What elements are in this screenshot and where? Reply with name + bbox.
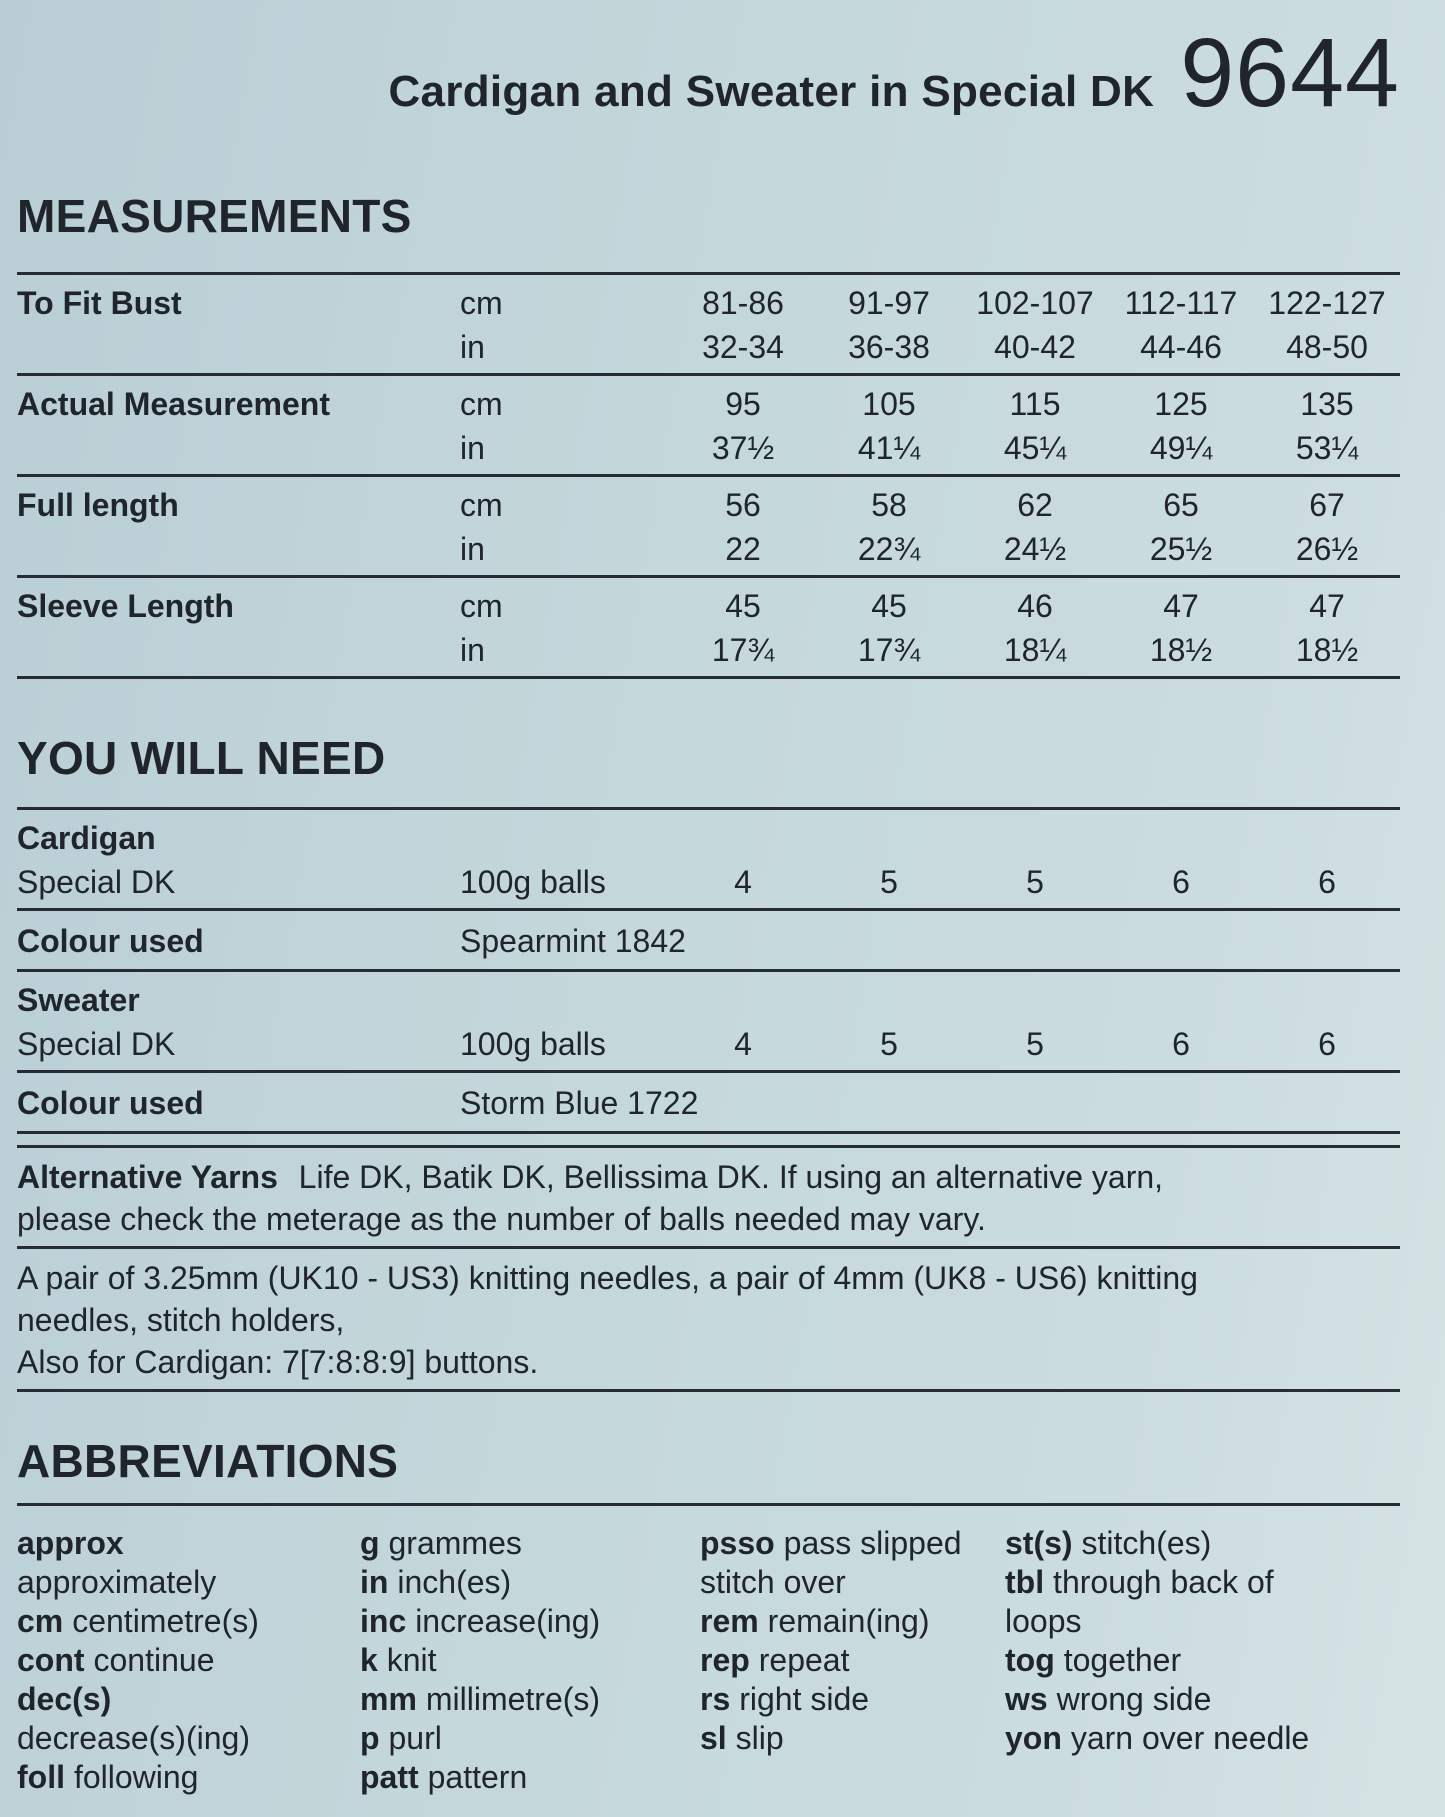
balls-cell: 4 xyxy=(734,1026,752,1063)
measurement-row-sleeve-length xyxy=(17,578,1400,679)
measurement-label: To Fit Bust xyxy=(17,284,182,321)
measurement-label: Actual Measurement xyxy=(17,385,330,422)
abbreviation-entry: tog together xyxy=(1005,1641,1182,1678)
abbreviation-entry: ws wrong side xyxy=(1005,1680,1212,1717)
balls-cell: 6 xyxy=(1172,864,1190,901)
value-cell: 58 xyxy=(871,486,907,523)
alternative-yarns-label: Alternative Yarns xyxy=(17,1159,278,1196)
value-cell: 102-107 xyxy=(976,284,1094,321)
yarn-name: Special DK xyxy=(17,1026,176,1063)
measurements-heading: MEASUREMENTS xyxy=(17,190,412,242)
measurement-label: Sleeve Length xyxy=(17,587,234,624)
measurement-row-to-fit-bust xyxy=(17,275,1400,376)
abbreviation-entry: stitch over xyxy=(700,1563,846,1600)
abbreviation-entry: p purl xyxy=(360,1719,442,1756)
value-cell: 45 xyxy=(871,587,907,624)
unit-cm: cm xyxy=(460,587,503,624)
abbreviation-entry: decrease(s)(ing) xyxy=(17,1719,250,1756)
balls-cell: 4 xyxy=(734,864,752,901)
needles-paragraph xyxy=(17,1249,1400,1392)
colour-used-sweater xyxy=(17,1073,1400,1134)
alternative-yarns-text-line2: please check the meterage as the number of balls needed may vary. xyxy=(17,1201,986,1238)
unit-cm: cm xyxy=(460,385,503,422)
value-cell: 17¾ xyxy=(857,631,921,668)
value-cell: 18¼ xyxy=(1003,631,1067,668)
colour-used-value: Spearmint 1842 xyxy=(460,923,686,960)
rule xyxy=(17,1503,1400,1506)
title-bar xyxy=(17,0,1400,127)
abbreviations-column-1 xyxy=(17,1524,360,1797)
colour-used-value: Storm Blue 1722 xyxy=(460,1085,699,1122)
abbreviation-entry: rep repeat xyxy=(700,1641,850,1678)
yarn-name: Special DK xyxy=(17,864,176,901)
value-cell: 41¼ xyxy=(857,429,921,466)
balls-cell: 5 xyxy=(1026,864,1044,901)
value-cell: 62 xyxy=(1017,486,1053,523)
value-cell: 32-34 xyxy=(702,328,784,365)
alternative-yarns-paragraph xyxy=(17,1148,1400,1249)
value-cell: 18½ xyxy=(1295,631,1359,668)
abbreviation-entry: dec(s) xyxy=(17,1680,112,1717)
garment-name: Sweater xyxy=(17,982,140,1019)
measurement-label: Full length xyxy=(17,486,179,523)
value-cell: 81-86 xyxy=(702,284,784,321)
value-cell: 53¼ xyxy=(1295,429,1359,466)
unit-in: in xyxy=(460,328,485,365)
colour-used-cardigan xyxy=(17,911,1400,972)
value-cell: 47 xyxy=(1163,587,1199,624)
value-cell: 91-97 xyxy=(848,284,930,321)
value-cell: 18½ xyxy=(1149,631,1213,668)
value-cell: 125 xyxy=(1154,385,1208,422)
pattern-number: 9644 xyxy=(1180,18,1400,127)
value-cell: 115 xyxy=(1009,385,1061,422)
value-cell: 40-42 xyxy=(994,328,1076,365)
unit-in: in xyxy=(460,530,485,567)
needles-line2: needles, stitch holders, xyxy=(17,1302,345,1339)
value-cell: 65 xyxy=(1163,486,1199,523)
value-cell: 112-117 xyxy=(1124,284,1238,321)
abbreviations-column-3 xyxy=(700,1524,1005,1758)
abbreviation-entry: mm millimetre(s) xyxy=(360,1680,601,1717)
abbreviation-entry: approximately xyxy=(17,1563,217,1600)
balls-cell: 6 xyxy=(1318,1026,1336,1063)
colour-used-label: Colour used xyxy=(17,923,204,960)
value-cell: 67 xyxy=(1309,486,1345,523)
ball-unit: 100g balls xyxy=(460,1026,606,1063)
abbreviation-entry: yon yarn over needle xyxy=(1005,1719,1310,1756)
value-cell: 135 xyxy=(1300,385,1354,422)
value-cell: 47 xyxy=(1309,587,1345,624)
value-cell: 44-46 xyxy=(1140,328,1222,365)
abbreviation-entry: inc increase(ing) xyxy=(360,1602,601,1639)
abbreviation-entry: tbl through back of xyxy=(1005,1563,1274,1600)
unit-cm: cm xyxy=(460,284,503,321)
measurement-row-full-length xyxy=(17,477,1400,578)
pattern-page xyxy=(17,0,1400,1797)
balls-cell: 6 xyxy=(1318,864,1336,901)
abbreviations-heading: ABBREVIATIONS xyxy=(17,1435,399,1488)
value-cell: 48-50 xyxy=(1286,328,1368,365)
value-cell: 26½ xyxy=(1295,530,1359,567)
abbreviation-entry: in inch(es) xyxy=(360,1563,512,1600)
abbreviation-entry: k knit xyxy=(360,1641,437,1678)
page-title: Cardigan and Sweater in Special DK xyxy=(388,67,1155,116)
value-cell: 56 xyxy=(725,486,761,523)
abbreviation-entry: st(s) stitch(es) xyxy=(1005,1524,1212,1561)
value-cell: 37½ xyxy=(711,429,775,466)
abbreviation-entry: sl slip xyxy=(700,1719,784,1756)
value-cell: 105 xyxy=(862,385,916,422)
value-cell: 22¾ xyxy=(857,530,921,567)
ball-unit: 100g balls xyxy=(460,864,606,901)
abbreviation-entry: psso pass slipped xyxy=(700,1524,962,1561)
abbreviation-entry: rs right side xyxy=(700,1680,870,1717)
abbreviations-grid xyxy=(17,1524,1400,1797)
abbreviation-entry: patt pattern xyxy=(360,1758,528,1795)
needles-line1: A pair of 3.25mm (UK10 - US3) knitting needles, a pair of 4mm (UK8 - US6) knitting xyxy=(17,1260,1198,1297)
value-cell: 45 xyxy=(725,587,761,624)
need-block-cardigan xyxy=(17,810,1400,911)
balls-cell: 6 xyxy=(1172,1026,1190,1063)
need-block-sweater xyxy=(17,972,1400,1073)
value-cell: 36-38 xyxy=(848,328,930,365)
value-cell: 17¾ xyxy=(711,631,775,668)
unit-in: in xyxy=(460,631,485,668)
value-cell: 22 xyxy=(725,530,761,567)
value-cell: 95 xyxy=(725,385,761,422)
abbreviations-column-2 xyxy=(360,1524,700,1797)
abbreviation-entry: cont continue xyxy=(17,1641,215,1678)
spacer xyxy=(17,1134,1400,1145)
value-cell: 25½ xyxy=(1149,530,1213,567)
value-cell: 45¼ xyxy=(1003,429,1067,466)
garment-name: Cardigan xyxy=(17,820,156,857)
balls-cell: 5 xyxy=(1026,1026,1044,1063)
abbreviation-entry: foll following xyxy=(17,1758,199,1795)
abbreviation-entry: approx xyxy=(17,1524,124,1561)
value-cell: 24½ xyxy=(1003,530,1067,567)
alternative-yarns-text-line1: Life DK, Batik DK, Bellissima DK. If using an alternative yarn, xyxy=(298,1159,1164,1196)
colour-used-label: Colour used xyxy=(17,1085,204,1122)
balls-cell: 5 xyxy=(880,1026,898,1063)
value-cell: 46 xyxy=(1017,587,1053,624)
abbreviation-entry: rem remain(ing) xyxy=(700,1602,930,1639)
unit-in: in xyxy=(460,429,485,466)
value-cell: 122-127 xyxy=(1268,284,1386,321)
balls-cell: 5 xyxy=(880,864,898,901)
abbreviation-entry: loops xyxy=(1005,1602,1082,1639)
abbreviations-column-4 xyxy=(1005,1524,1400,1758)
you-will-need-heading: YOU WILL NEED xyxy=(17,731,386,784)
abbreviation-entry: g grammes xyxy=(360,1524,522,1561)
abbreviation-entry: cm centimetre(s) xyxy=(17,1602,259,1639)
value-cell: 49¼ xyxy=(1149,429,1213,466)
unit-cm: cm xyxy=(460,486,503,523)
needles-line3: Also for Cardigan: 7[7:8:8:9] buttons. xyxy=(17,1344,539,1381)
measurement-row-actual-measurement xyxy=(17,376,1400,477)
